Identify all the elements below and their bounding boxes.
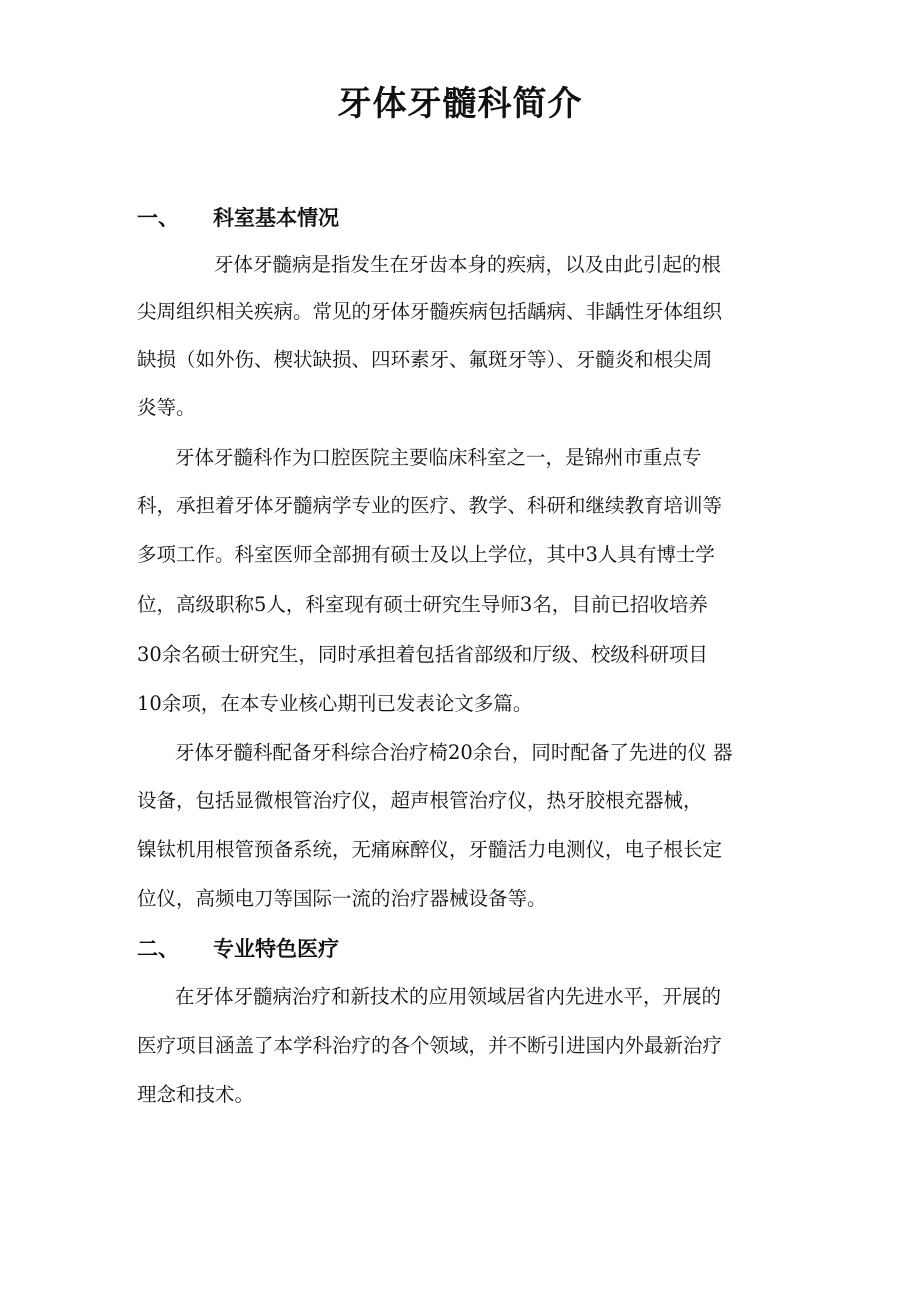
section-heading [137,203,339,233]
paragraph-line: 位，高级职称5人，科室现有硕士研究生导师3名，目前已招收培养 [137,593,708,616]
section-title: 科室基本情况 [213,206,339,230]
paragraph-line: 设备，包括显微根管治疗仪，超声根管治疗仪，热牙胶根充器械， [137,789,703,812]
paragraph-line: 科，承担着牙体牙髓病学专业的医疗、教学、科研和继续教育培训等 [137,494,723,517]
paragraph-line: 缺损（如外伤、楔状缺损、四环素牙、氟斑牙等）、牙髓炎和根尖周 [137,348,713,371]
paragraph-line: 牙体牙髓科配备牙科综合治疗椅20余台，同时配备了先进的仪 器 [175,741,733,764]
section-heading [137,934,339,964]
paragraph-line: 牙体牙髓病是指发生在牙齿本身的疾病，以及由此引起的根 [214,253,722,276]
paragraph-line: 镍钛机用根管预备系统，无痛麻醉仪，牙髓活力电测仪，电子根长定 [137,838,723,861]
section-title: 专业特色医疗 [213,937,339,961]
paragraph-line: 10余项，在本专业核心期刊已发表论文多篇。 [137,692,533,715]
paragraph-line: 位仪，高频电刀等国际一流的治疗器械设备等。 [137,887,547,910]
paragraph-line: 在牙体牙髓病治疗和新技术的应用领域居省内先进水平，开展的 [175,985,722,1008]
paragraph-line: 尖周组织相关疾病。常见的牙体牙髓疾病包括龋病、非龋性牙体组织 [137,300,723,323]
page-title: 牙体牙髓科简介 [337,84,583,124]
section-number: 一、 [137,206,179,230]
paragraph-line: 炎等。 [137,396,196,419]
paragraph-line: 理念和技术。 [137,1083,255,1106]
paragraph-line: 牙体牙髓科作为口腔医院主要临床科室之一，是锦州市重点专 [175,446,702,469]
section-number: 二、 [137,937,179,961]
paragraph-line: 医疗项目涵盖了本学科治疗的各个领域，并不断引进国内外最新治疗 [137,1034,723,1057]
paragraph-line: 多项工作。科室医师全部拥有硕士及以上学位，其中3人具有博士学 [137,543,715,566]
paragraph-line: 30余名硕士研究生，同时承担着包括省部级和厅级、校级科研项目 [137,643,708,666]
